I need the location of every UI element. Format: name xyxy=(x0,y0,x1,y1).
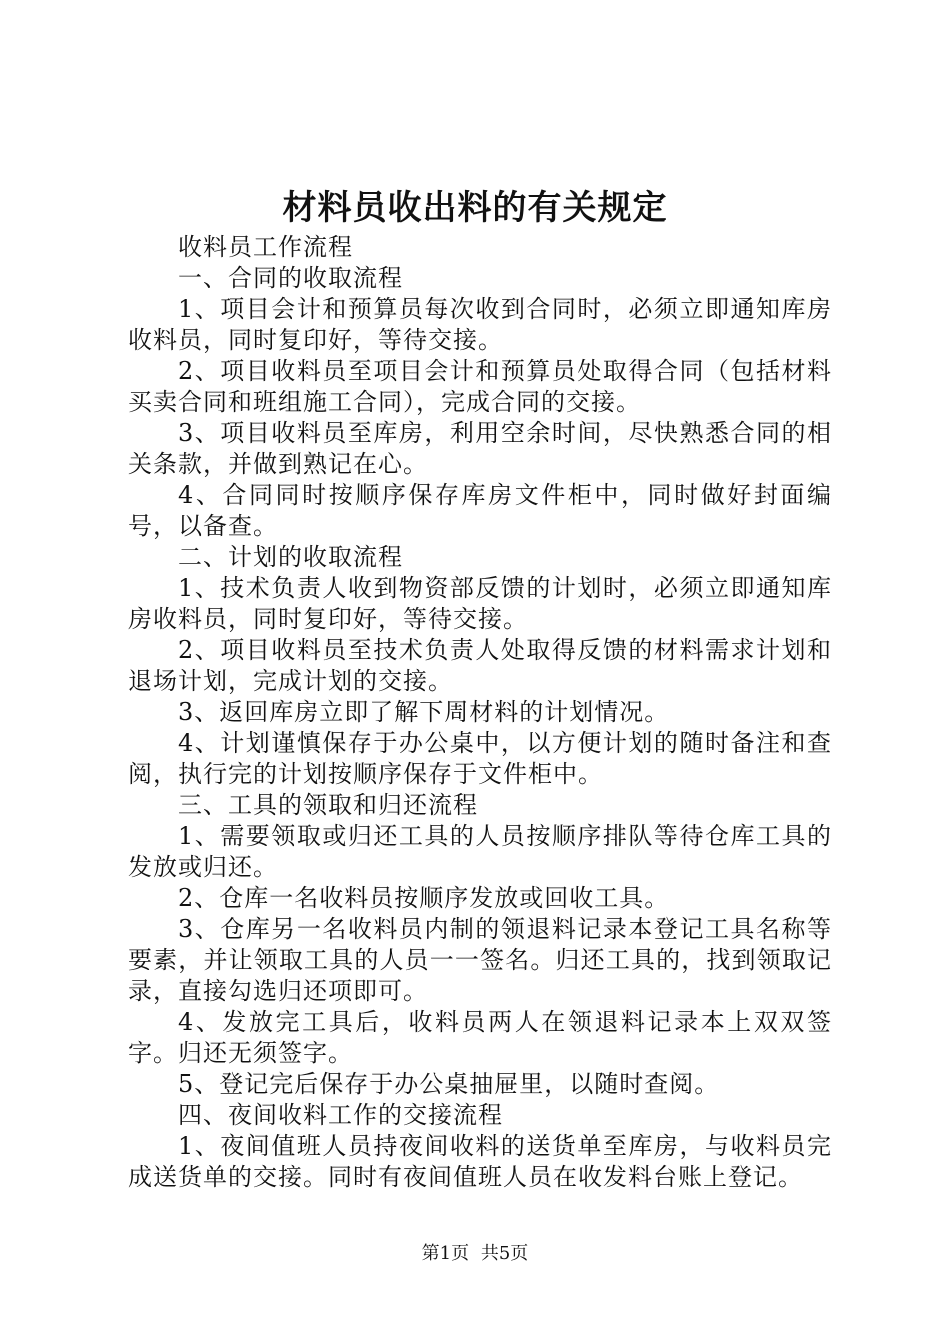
section-heading: 三、工具的领取和归还流程 xyxy=(178,791,478,819)
paragraph: 2、项目收料员至技术负责人处取得反馈的材料需求计划和退场计划，完成计划的交接。 xyxy=(128,636,832,695)
document-body xyxy=(128,232,832,1193)
paragraph: 4、发放完工具后，收料员两人在领退料记录本上双双签字。归还无须签字。 xyxy=(128,1008,832,1067)
page-total: 共5页 xyxy=(480,1243,529,1264)
paragraph: 收料员工作流程 xyxy=(178,233,353,261)
section-heading: 四、夜间收料工作的交接流程 xyxy=(178,1101,503,1129)
paragraph: 2、仓库一名收料员按顺序发放或回收工具。 xyxy=(178,884,670,912)
paragraph: 1、技术负责人收到物资部反馈的计划时，必须立即通知库房收料员，同时复印好，等待交接。 xyxy=(128,574,832,633)
paragraph: 4、合同同时按顺序保存库房文件柜中，同时做好封面编号，以备查。 xyxy=(128,481,832,540)
section-heading: 二、计划的收取流程 xyxy=(178,543,403,571)
paragraph: 3、返回库房立即了解下周材料的计划情况。 xyxy=(178,698,670,726)
page-number: 第1页 xyxy=(421,1243,470,1264)
paragraph: 3、仓库另一名收料员内制的领退料记录本登记工具名称等要素，并让领取工具的人员一一签名。归还工具的，找到领取记录，直接勾选归还项即可。 xyxy=(128,915,832,1005)
paragraph: 4、计划谨慎保存于办公桌中，以方便计划的随时备注和查阅，执行完的计划按顺序保存于文件柜中。 xyxy=(128,729,832,788)
paragraph: 3、项目收料员至库房，利用空余时间，尽快熟悉合同的相关条款，并做到熟记在心。 xyxy=(128,419,832,478)
paragraph: 5、登记完后保存于办公桌抽屉里，以随时查阅。 xyxy=(178,1070,720,1098)
paragraph: 1、夜间值班人员持夜间收料的送货单至库房，与收料员完成送货单的交接。同时有夜间值班人员在收发料台账上登记。 xyxy=(128,1132,832,1191)
paragraph: 2、项目收料员至项目会计和预算员处取得合同（包括材料买卖合同和班组施工合同），完成合同的交接。 xyxy=(128,357,832,416)
page-footer xyxy=(0,1242,950,1266)
section-heading: 一、合同的收取流程 xyxy=(178,264,403,292)
page-title: 材料员收出料的有关规定 xyxy=(282,188,668,228)
paragraph: 1、需要领取或归还工具的人员按顺序排队等待仓库工具的发放或归还。 xyxy=(128,822,832,881)
paragraph: 1、项目会计和预算员每次收到合同时，必须立即通知库房收料员，同时复印好，等待交接。 xyxy=(128,295,832,354)
